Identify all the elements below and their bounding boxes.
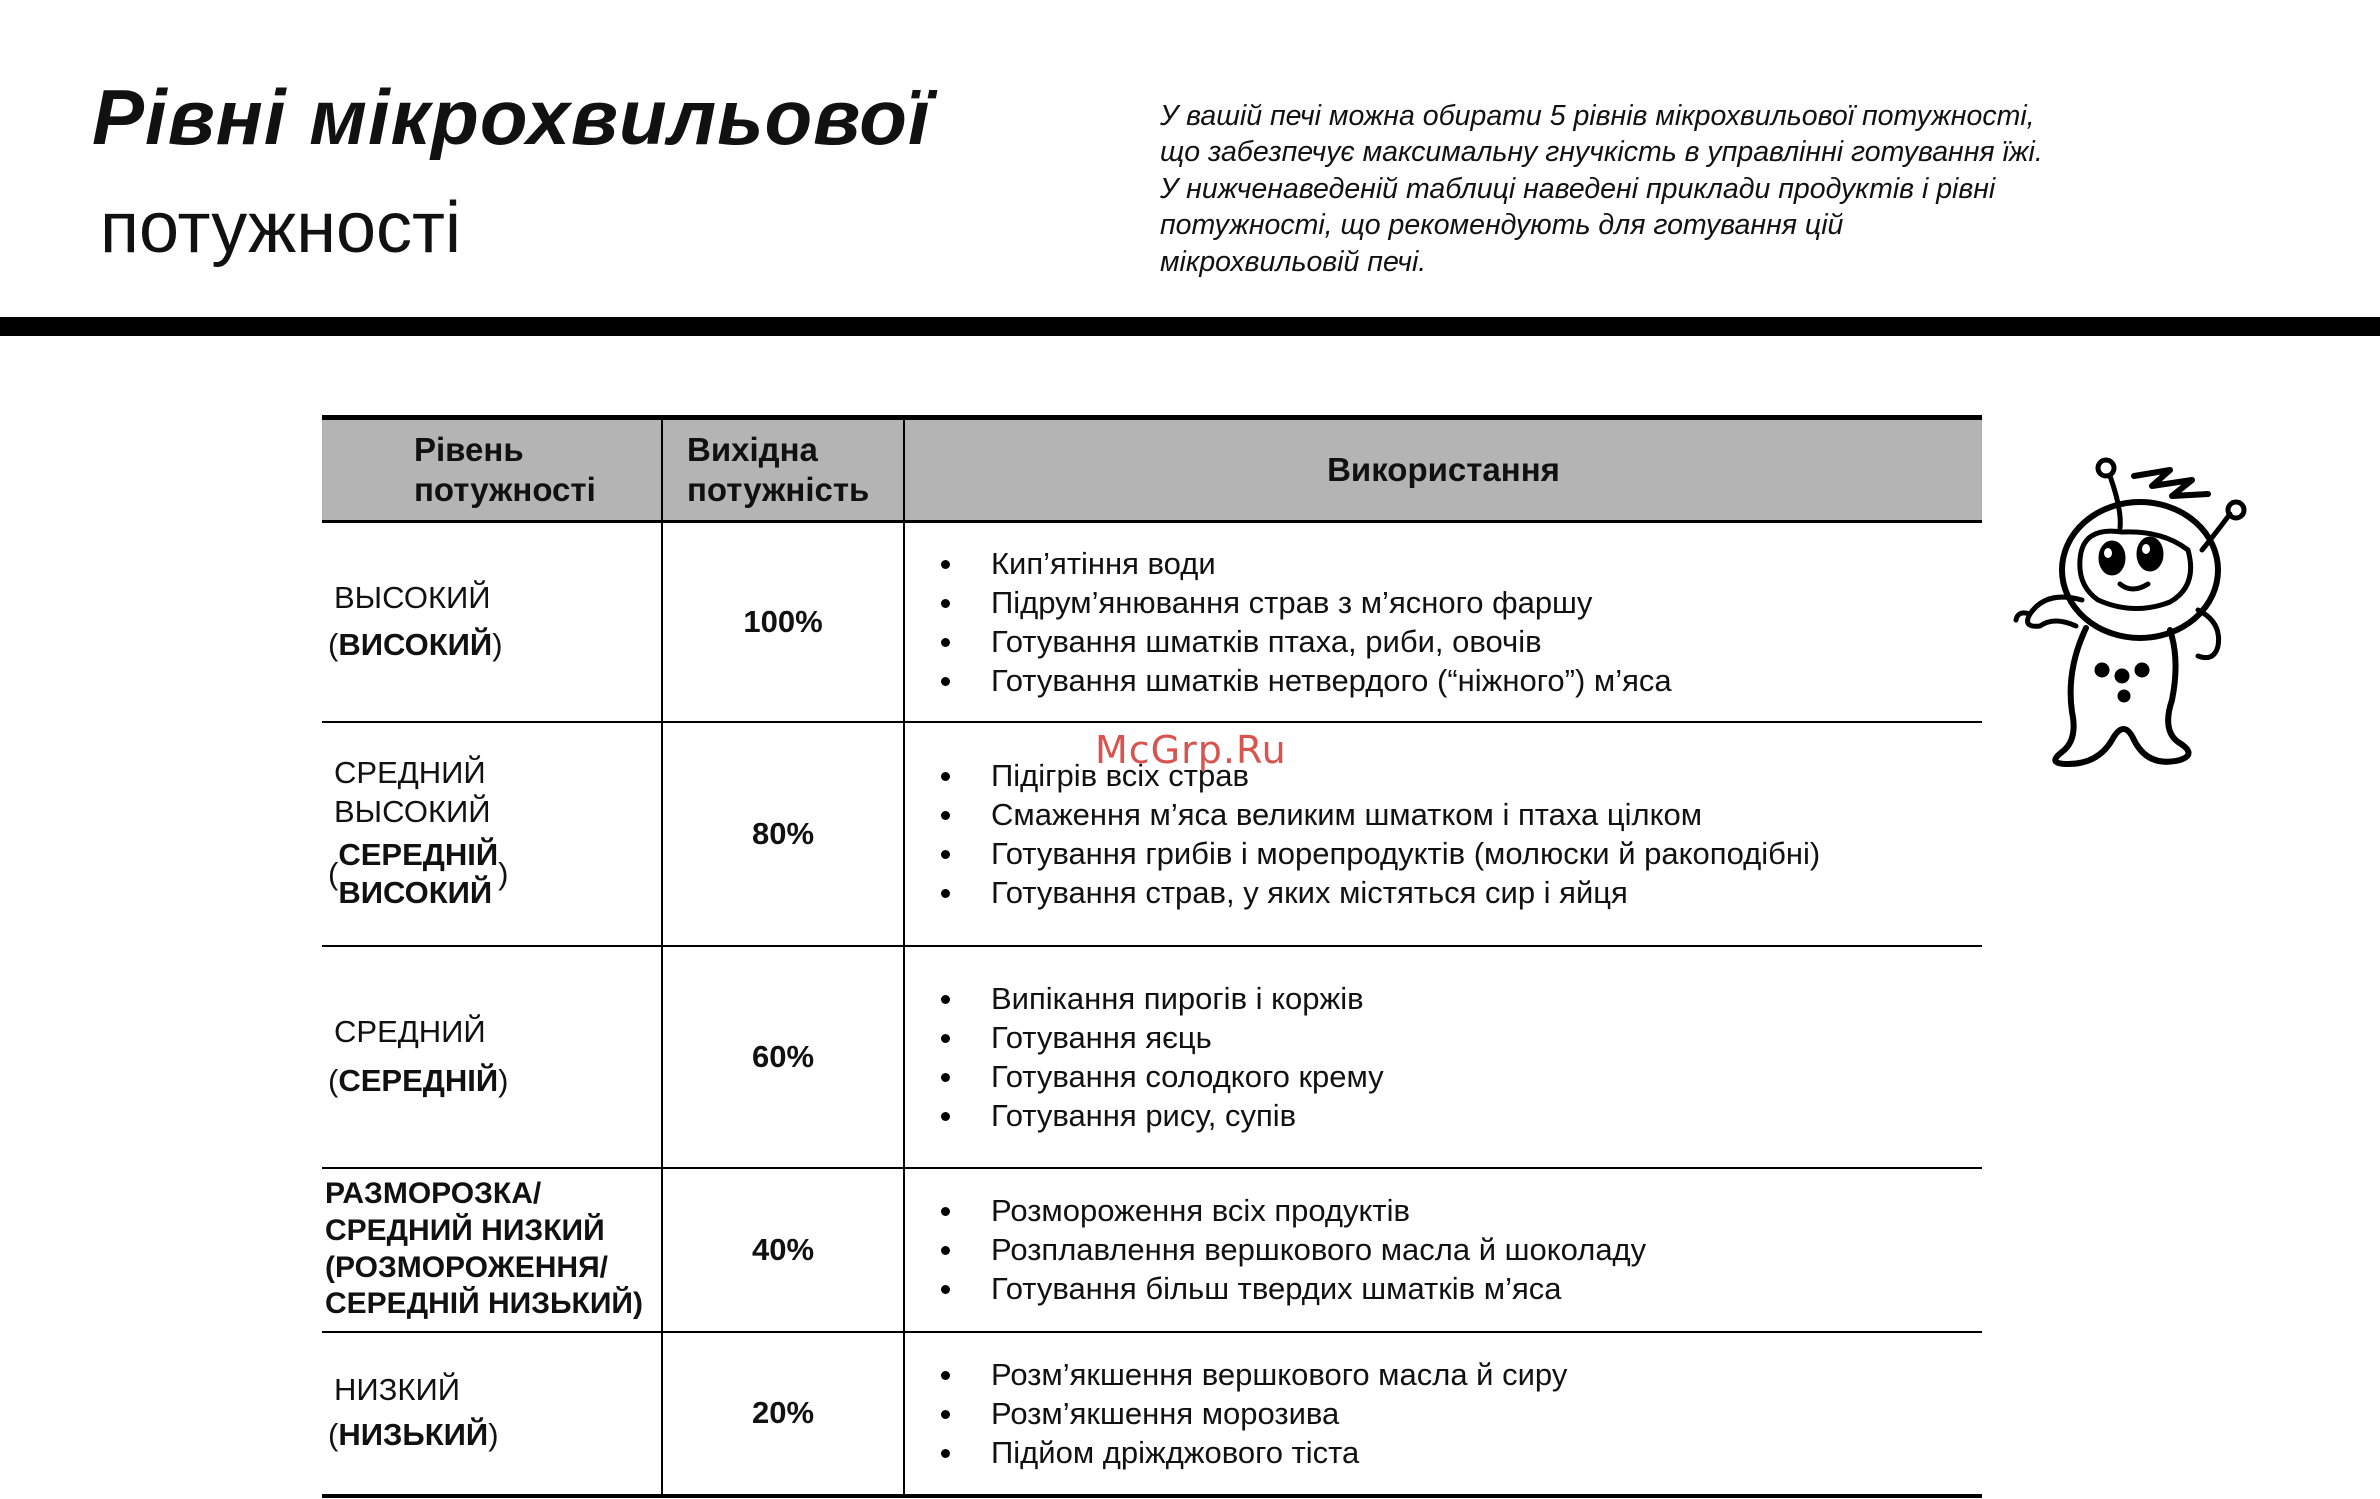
level-ua-line2: ВИСОКИЙ xyxy=(338,875,493,911)
level-cell xyxy=(322,722,662,946)
intro-line: що забезпечує максимальну гнучкість в управлінні готування їжі. xyxy=(1160,136,2043,169)
usage-cell xyxy=(904,946,1982,1168)
usage-list xyxy=(935,1355,1981,1472)
header-output xyxy=(662,418,904,522)
paren-open: ( xyxy=(328,626,339,662)
level-ua: ВИСОКИЙ xyxy=(338,626,493,662)
paren-close: ) xyxy=(488,1417,499,1452)
list-item: Розм’якшення вершкового масла й сиру xyxy=(935,1355,1981,1394)
level-ru: СРЕДНИЙ xyxy=(334,1013,486,1049)
body-dot xyxy=(2097,665,2107,675)
header-usage-label: Використання xyxy=(1327,450,1560,488)
level-ru: НИЗКИЙ xyxy=(334,1372,461,1408)
percent-cell: 60% xyxy=(662,946,904,1168)
paren-open: ( xyxy=(328,1417,339,1452)
list-item: Готування більш твердих шматків м’яса xyxy=(935,1269,1981,1308)
paren-close: ) xyxy=(492,626,503,662)
list-item: Кип’ятіння води xyxy=(935,544,1981,583)
level-ru-line1: СРЕДНИЙ xyxy=(334,755,486,790)
header-usage xyxy=(904,418,1982,522)
list-item: Підрум’янювання страв з м’ясного фаршу xyxy=(935,583,1981,622)
arm-shape xyxy=(2198,610,2219,658)
visor-shape xyxy=(2080,531,2191,608)
level-line: СЕРЕДНІЙ НИЗЬКИЙ) xyxy=(325,1287,643,1321)
usage-list xyxy=(935,756,1981,912)
eye-icon xyxy=(2101,543,2123,573)
usage-cell xyxy=(904,1168,1982,1332)
section-divider xyxy=(0,317,2380,336)
level-ua: НИЗЬКИЙ xyxy=(338,1417,489,1452)
usage-list xyxy=(935,1191,1981,1308)
table-row xyxy=(322,522,1982,722)
percent-cell: 40% xyxy=(662,1168,904,1332)
level-line: РАЗМОРОЗКА/ xyxy=(325,1177,542,1211)
level-ua: СЕРЕДНІЙ xyxy=(338,1062,499,1098)
paren-close: ) xyxy=(498,855,509,891)
usage-list xyxy=(935,979,1981,1135)
list-item: Випікання пирогів і коржів xyxy=(935,979,1981,1018)
watermark: McGrp.Ru xyxy=(1095,728,1287,772)
eye-highlight xyxy=(2142,544,2150,554)
body-dot xyxy=(2137,665,2147,675)
intro-line: У нижченаведеній таблиці наведені приклади продуктів і рівні xyxy=(1160,172,1996,205)
antenna-icon xyxy=(2098,460,2114,476)
intro-line: потужності, що рекомендують для готування цій xyxy=(1160,209,1844,242)
list-item: Готування страв, у яких містяться сир і яйця xyxy=(935,873,1981,912)
table-row xyxy=(322,946,1982,1168)
intro-line: мікрохвильовій печі. xyxy=(1160,245,1427,278)
list-item: Готування шматків нетвердого (“ніжного”) м’яса xyxy=(935,661,1981,700)
header-level-label: Рівень потужності xyxy=(414,430,596,508)
list-item: Підігрів всіх страв xyxy=(935,756,1981,795)
list-item: Смаження м’яса великим шматком і птаха цілком xyxy=(935,795,1981,834)
page-title: Рівні мікрохвильової xyxy=(92,73,931,161)
usage-cell xyxy=(904,722,1982,946)
usage-list xyxy=(935,544,1981,700)
list-item: Готування рису, супів xyxy=(935,1096,1981,1135)
list-item: Розм’якшення морозива xyxy=(935,1394,1981,1433)
eye-highlight xyxy=(2104,548,2112,558)
mouth-shape xyxy=(2120,584,2148,589)
level-cell xyxy=(322,1332,662,1496)
percent-cell: 80% xyxy=(662,722,904,946)
level-ua-line1: СЕРЕДНІЙ xyxy=(338,836,499,872)
percent-cell: 100% xyxy=(662,522,904,722)
list-item: Розмороження всіх продуктів xyxy=(935,1191,1981,1230)
table-row xyxy=(322,1332,1982,1496)
list-item: Готування шматків птаха, риби, овочів xyxy=(935,622,1981,661)
list-item: Готування яєць xyxy=(935,1018,1981,1057)
level-line: СРЕДНИЙ НИЗКИЙ xyxy=(325,1213,605,1247)
intro-text xyxy=(1160,98,2260,280)
table-header-row xyxy=(322,418,1982,522)
list-item: Готування солодкого крему xyxy=(935,1057,1981,1096)
level-cell xyxy=(322,946,662,1168)
list-item: Розплавлення вершкового масла й шоколаду xyxy=(935,1230,1981,1269)
paren-open: ( xyxy=(328,855,339,891)
usage-cell xyxy=(904,522,1982,722)
page-subtitle: потужності xyxy=(100,188,461,268)
paren-close: ) xyxy=(498,1062,509,1098)
percent-cell: 20% xyxy=(662,1332,904,1496)
list-item: Готування грибів і морепродуктів (молюски й ракоподібні) xyxy=(935,834,1981,873)
level-ru-line2: ВЫСОКИЙ xyxy=(334,793,491,829)
body-dot xyxy=(2120,692,2128,700)
zigzag-icon xyxy=(2134,470,2208,496)
power-levels-table xyxy=(322,415,1982,1498)
eye-icon xyxy=(2139,539,2161,569)
level-cell xyxy=(322,1168,662,1332)
level-ru: ВЫСОКИЙ xyxy=(334,580,491,615)
header-level xyxy=(322,418,662,522)
usage-cell xyxy=(904,1332,1982,1496)
level-line: (РОЗМОРОЖЕННЯ/ xyxy=(325,1250,608,1284)
list-item: Підйом дріжджового тіста xyxy=(935,1433,1981,1472)
intro-line: У вашій печі можна обирати 5 рівнів мікрохвильової потужності, xyxy=(1160,100,2035,132)
head-shape xyxy=(2062,502,2218,638)
mascot-illustration xyxy=(2002,450,2264,770)
table-row xyxy=(322,1168,1982,1332)
paren-open: ( xyxy=(328,1062,339,1098)
level-cell xyxy=(322,522,662,722)
header-output-label: Вихідна потужність xyxy=(687,430,870,508)
body-dot xyxy=(2117,671,2127,681)
